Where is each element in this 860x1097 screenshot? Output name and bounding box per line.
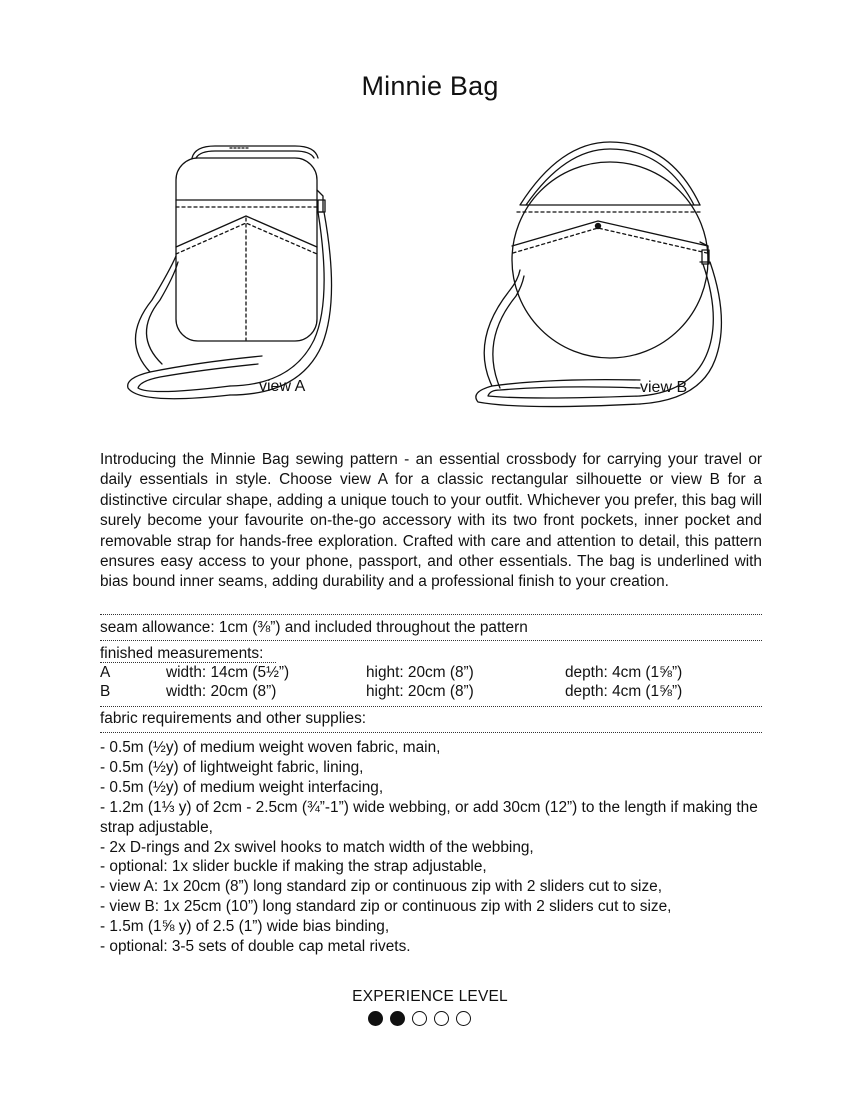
divider (100, 640, 762, 641)
list-item: - optional: 1x slider buckle if making the strap adjustable, (100, 858, 487, 876)
view-letter: B (100, 683, 111, 700)
view-b-bag-drawing (476, 142, 722, 407)
list-item: - view A: 1x 20cm (8”) long standard zip or continuous zip with 2 sliders cut to size, (100, 878, 663, 896)
list-item: - view B: 1x 25cm (10”) long standard zip or continuous zip with 2 sliders cut to size, (100, 898, 672, 916)
supplies-heading: fabric requirements and other supplies: (100, 710, 367, 727)
width-value: width: 20cm (8”) (166, 683, 277, 700)
list-item: - 0.5m (½y) of lightweight fabric, lining, (100, 758, 364, 776)
height-value: hight: 20cm (8”) (366, 683, 474, 700)
page-title: Minnie Bag (361, 71, 499, 101)
level-dot-empty (456, 1011, 471, 1026)
level-dot-filled (368, 1011, 383, 1026)
measurements-table (100, 664, 762, 704)
height-value: hight: 20cm (8”) (366, 664, 474, 681)
list-item: - optional: 3-5 sets of double cap metal rivets. (100, 938, 411, 956)
seam-allowance: seam allowance: 1cm (⅜”) and included throughout the pattern (100, 619, 528, 636)
depth-value: depth: 4cm (1⅝”) (565, 664, 683, 681)
list-item: - 0.5m (½y) of medium weight woven fabric, main, (100, 739, 441, 756)
list-item: - 1.5m (1⅝ y) of 2.5 (1”) wide bias binding, (100, 918, 390, 936)
divider (100, 662, 276, 663)
width-value: width: 14cm (5½”) (166, 664, 290, 681)
divider (100, 732, 762, 733)
divider (100, 614, 762, 615)
experience-level-label: EXPERIENCE LEVEL (352, 988, 508, 1005)
experience-level-indicator (368, 1011, 471, 1026)
list-item: - 2x D-rings and 2x swivel hooks to match width of the webbing, (100, 838, 534, 856)
list-item: - 1.2m (1⅓ y) of 2cm - 2.5cm (¾”-1”) wide webbing, or add 30cm (12”) to the length if making the strap adjustable, (100, 798, 758, 836)
supplies-list (100, 738, 762, 957)
measurement-row (100, 683, 762, 702)
bag-illustrations (0, 140, 860, 415)
divider (100, 706, 762, 707)
level-dot-empty (434, 1011, 449, 1026)
level-dot-empty (412, 1011, 427, 1026)
view-letter: A (100, 664, 111, 681)
level-dot-filled (390, 1011, 405, 1026)
depth-value: depth: 4cm (1⅝”) (565, 683, 683, 700)
rivet-icon (595, 223, 601, 229)
view-a-bag-drawing (128, 146, 332, 399)
list-item: - 0.5m (½y) of medium weight interfacing, (100, 778, 384, 796)
measurement-row (100, 664, 762, 683)
view-a-label: view A (259, 378, 306, 395)
view-b-label: view B (640, 379, 688, 396)
intro-paragraph: Introducing the Minnie Bag sewing pattern - an essential crossbody for carrying your travel or daily essentials in style. Choose view A for a classic rectangular silhouette or view B for a distinctive circular shape, adding a unique touch to your outfit. Whichever you prefer, this bag will surely become your favourite on-the-go accessory with its two front pockets, inner pocket and removable strap for hands-free exploration. Crafted with care and attention to detail, this pattern ensures easy access to your phone, passport, and other essentials. The bag is underlined with bias bound inner seams, adding durability and a professional finish to your creation. (100, 451, 762, 591)
finished-measurements-heading: finished measurements: (100, 645, 264, 662)
